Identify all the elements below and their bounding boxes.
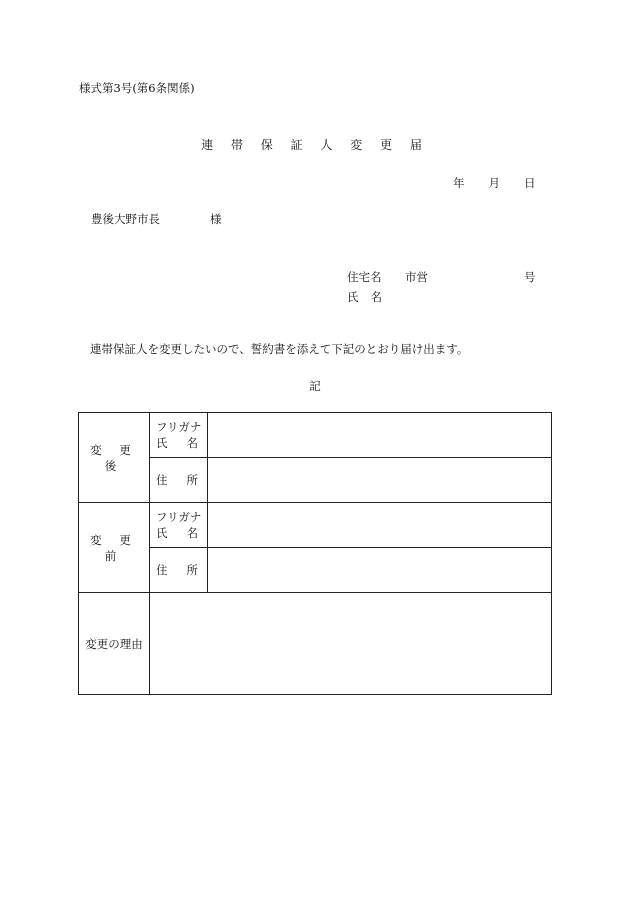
after-address-field[interactable]: [208, 458, 552, 503]
name-label-2: 名: [370, 290, 382, 304]
reason-label: 変更の理由: [79, 593, 150, 695]
after-address-label: [150, 458, 208, 503]
furigana-label: フリガナ: [156, 420, 202, 434]
applicant-block: [347, 267, 536, 307]
addressee-name: 豊後大野市長: [91, 212, 160, 226]
name-char-2: 名: [186, 436, 198, 450]
name-label-1: 氏: [347, 290, 359, 304]
address-char-1: 住: [156, 473, 168, 487]
table-row: [79, 503, 552, 548]
before-address-label: [150, 548, 208, 593]
table-row: [79, 458, 552, 503]
before-name-field[interactable]: [208, 503, 552, 548]
name-char-2: 名: [186, 526, 198, 540]
date-line: [453, 175, 536, 191]
table-row: [79, 413, 552, 458]
before-section-label: 変 更 前: [79, 503, 150, 593]
name-char-1: 氏: [156, 526, 168, 540]
ki-heading: 記: [309, 379, 321, 393]
addressee-honorific: 様: [210, 212, 222, 226]
reason-field[interactable]: [150, 593, 552, 695]
form-table: [78, 412, 552, 695]
date-year-label: 年: [453, 176, 465, 190]
addressee: [91, 211, 222, 227]
address-prefix: 市営: [405, 270, 428, 284]
address-char-1: 住: [156, 563, 168, 577]
address-suffix: 号: [524, 270, 536, 284]
before-address-field[interactable]: [208, 548, 552, 593]
document-title: 連 帯 保 証 人 変 更 届: [201, 138, 429, 152]
after-furigana-name-label: [150, 413, 208, 458]
table-row: [79, 548, 552, 593]
table-row: [79, 593, 552, 695]
name-char-1: 氏: [156, 436, 168, 450]
applicant-name-row: [347, 287, 536, 307]
statement-text: 連帯保証人を変更したいので、誓約書を添えて下記のとおり届け出ます。: [90, 342, 469, 356]
form-number: 様式第3号(第6条関係): [79, 81, 195, 95]
date-month-label: 月: [488, 176, 500, 190]
after-name-field[interactable]: [208, 413, 552, 458]
address-char-2: 所: [186, 473, 198, 487]
after-section-label: 変 更 後: [79, 413, 150, 503]
address-char-2: 所: [186, 563, 198, 577]
before-furigana-name-label: [150, 503, 208, 548]
applicant-address-row: [347, 267, 536, 287]
address-label: 住宅名: [347, 270, 382, 284]
furigana-label: フリガナ: [156, 510, 202, 524]
date-day-label: 日: [524, 176, 536, 190]
